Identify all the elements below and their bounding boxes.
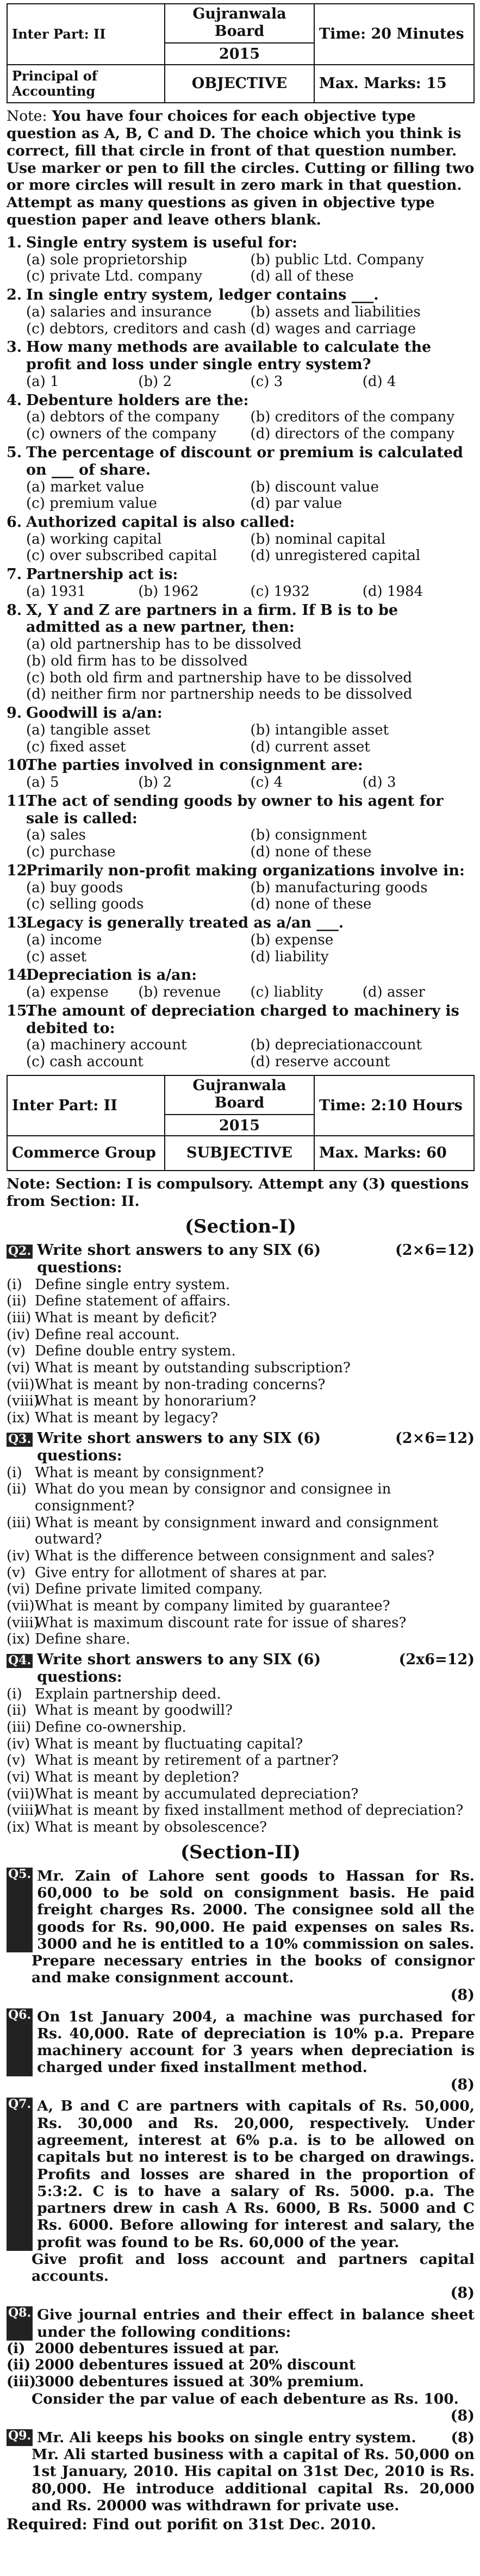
sub-question-number: (v): [7, 1564, 26, 1581]
sub-question-number: (viii): [7, 1393, 39, 1410]
option: (a) buy goods: [26, 879, 123, 896]
sub-question-number: (ix): [7, 1410, 30, 1427]
question-number: 5.: [7, 444, 22, 461]
option: (d) none of these: [250, 896, 372, 913]
board-cell: [165, 1075, 314, 1136]
sub-question-number: (vii): [7, 1785, 35, 1802]
question-stem: [7, 862, 475, 880]
note-label: Note:: [7, 1175, 51, 1193]
option: (a) old partnership has to be dissolved: [26, 636, 302, 653]
sub-question-text: What is meant by deficit?: [35, 1310, 217, 1327]
option: (c) owners of the company: [26, 426, 217, 443]
sub-question-text: What is meant by consignment?: [35, 1464, 264, 1481]
option: (c) private Ltd. company: [26, 268, 203, 285]
sub-question: [7, 1631, 475, 1648]
option: (d) current asset: [250, 738, 370, 755]
time-label: Time: 2:10 Hours: [314, 1075, 474, 1136]
sub-question-text: What is meant by retirement of a partner?: [35, 1752, 339, 1769]
board-name: Gujranwala Board: [192, 5, 286, 40]
objective-question: [7, 602, 475, 703]
question-text: Primarily non-profit making organizations involve in:: [26, 862, 465, 879]
options: [7, 880, 475, 913]
sub-question: [7, 1702, 475, 1719]
option: (b) consignment: [250, 827, 367, 844]
board-name: Gujranwala Board: [192, 1077, 286, 1111]
option: (a) sales: [26, 827, 86, 844]
objective-question: [7, 967, 475, 1001]
question-marks: (8): [450, 2407, 475, 2425]
option: (d) directors of the company: [250, 426, 455, 443]
sub-question-number: (viii): [7, 1802, 39, 1819]
sub-question-number: (vii): [7, 1376, 35, 1393]
objective-question: [7, 566, 475, 600]
sub-question: [7, 1465, 475, 1482]
option: (c) asset: [26, 948, 87, 965]
question-text: On 1st January 2004, a machine was purchased for Rs. 40,000. Rate of depreciation is 10% p.a. Prepare machinery account for 3 years when depreciation is charged under fixed installment method.: [37, 2008, 475, 2076]
sub-question-number: (v): [7, 1343, 26, 1360]
question-subtext: Give profit and loss account and partners capital accounts.: [32, 2250, 475, 2285]
sub-question-number: (ii): [7, 2357, 31, 2374]
option: (b) depreciationaccount: [250, 1037, 422, 1054]
question-title: Write short answers to any SIX (6) questions:: [37, 1429, 321, 1464]
sub-question-text: What is meant by fixed installment method of depreciation?: [35, 1802, 464, 1819]
option: (b) assets and liabilities: [250, 303, 421, 320]
objective-question: [7, 339, 475, 390]
sub-question: [7, 1769, 475, 1786]
question-stem: [7, 1003, 475, 1037]
question-text: Debenture holders are the:: [26, 391, 249, 409]
option: (d) unregistered capital: [250, 547, 421, 564]
paper-type: SUBJECTIVE: [165, 1136, 314, 1171]
marks-label: Max. Marks: 15: [314, 65, 474, 103]
option: (a) tangible asset: [26, 721, 151, 738]
sub-question-number: (v): [7, 1752, 26, 1769]
objective-questions: [7, 234, 475, 1071]
option: (a) 1: [26, 373, 59, 390]
question-number: 2.: [7, 286, 22, 303]
subjective-note: [7, 1175, 475, 1210]
question-stem: [7, 287, 475, 304]
sub-question: [7, 1548, 475, 1565]
question-number: 1.: [7, 234, 22, 251]
sub-question-text: What is maximum discount rate for issue of shares?: [35, 1614, 407, 1631]
paper-type: OBJECTIVE: [165, 65, 314, 103]
subject-label: Principal of Accounting: [7, 65, 165, 103]
sub-question-text: What is meant by honorarium?: [35, 1393, 257, 1410]
question-number: 15.: [7, 1002, 32, 1019]
question-stem: [7, 339, 475, 374]
option: (c) over subscribed capital: [26, 547, 217, 564]
objective-question: [7, 757, 475, 791]
sub-question-text: What is meant by fluctuating capital?: [35, 1735, 303, 1752]
sub-question: [7, 1786, 475, 1803]
option: (c) cash account: [26, 1054, 144, 1071]
time-label: Time: 20 Minutes: [314, 4, 474, 65]
board-cell: [165, 4, 314, 65]
option: (a) 5: [26, 774, 59, 791]
sub-question-number: (ix): [7, 1819, 30, 1836]
question-number: 6.: [7, 513, 22, 531]
sub-question-number: (ii): [7, 1702, 27, 1719]
question-7: [7, 2098, 475, 2302]
question-stem: [7, 566, 475, 583]
option: (a) market value: [26, 478, 145, 495]
question-text: How many methods are available to calculate the profit and loss under single entry system?: [26, 339, 432, 374]
objective-question: [7, 793, 475, 861]
part-label: Inter Part: II: [7, 1075, 165, 1136]
question-label: Q8.: [7, 2306, 33, 2341]
options: [7, 722, 475, 755]
exam-year: 2015: [164, 42, 315, 63]
question-stem: [7, 705, 475, 722]
option: (b) nominal capital: [250, 531, 386, 547]
question-number: 10.: [7, 757, 32, 774]
option: (c) 3: [250, 373, 283, 390]
subjective-header-table: [7, 1075, 475, 1172]
question-text: Goodwill is a/an:: [26, 704, 163, 721]
note-text: Section: I is compulsory. Attempt any (3) questions from Section: II.: [7, 1175, 469, 1210]
sub-question: [7, 2357, 475, 2374]
question-marks: (8): [451, 2429, 475, 2446]
option: (b) expense: [250, 931, 334, 948]
question-text: Legacy is generally treated as a/an ___.: [26, 914, 344, 931]
sub-question-text: What is meant by company limited by guarantee?: [35, 1597, 390, 1614]
sub-question: [7, 1719, 475, 1736]
section-2-title: (Section-II): [180, 1841, 301, 1863]
option: (a) working capital: [26, 531, 162, 547]
sub-question-text: Define single entry system.: [35, 1276, 230, 1293]
sub-question: [7, 1686, 475, 1703]
question-text: The amount of depreciation charged to machinery is debited to:: [26, 1002, 459, 1037]
question-8-items: [7, 2341, 475, 2391]
question-footer: Consider the par value of each debenture as Rs. 100.: [32, 2390, 459, 2407]
question-title: Write short answers to any SIX (6) questions:: [37, 1651, 321, 1685]
sub-question: [7, 1819, 475, 1836]
question-label: Q7.: [7, 2098, 33, 2250]
question-stem: [7, 914, 475, 932]
sub-question: [7, 2341, 475, 2357]
question-stem: [7, 514, 475, 531]
sub-question-text: What is meant by accumulated depreciation?: [35, 1785, 359, 1802]
option: (b) manufacturing goods: [250, 879, 428, 896]
sub-question-text: What is meant by legacy?: [35, 1410, 219, 1427]
question-label: Q9.: [7, 2429, 33, 2446]
question-number: 4.: [7, 391, 22, 409]
option: (d) par value: [250, 495, 342, 512]
option: (d) none of these: [250, 844, 372, 861]
sub-question-number: (iv): [7, 1326, 30, 1343]
sub-question-number: (vii): [7, 1597, 35, 1614]
question-stem: [7, 602, 475, 637]
sub-question-text: What is meant by obsolescence?: [35, 1819, 267, 1836]
options: [7, 409, 475, 442]
question-marks: (8): [450, 2076, 475, 2093]
question-marks: (2×6=12): [395, 1242, 475, 1259]
objective-note: [7, 108, 475, 229]
short-question-block: [7, 1242, 475, 1427]
sub-question: [7, 1277, 475, 1293]
short-question-block: [7, 1430, 475, 1648]
short-question-block: [7, 1651, 475, 1836]
sub-question: [7, 1293, 475, 1310]
option: (a) sole proprietorship: [26, 251, 188, 268]
sub-question-number: (iii): [7, 1310, 32, 1327]
sub-question: [7, 1360, 475, 1377]
objective-question: [7, 862, 475, 913]
objective-question: [7, 234, 475, 285]
sub-question: [7, 1377, 475, 1393]
sub-question-text: 2000 debentures issued at 20% discount: [35, 2357, 356, 2374]
objective-question: [7, 287, 475, 337]
sub-question-number: (i): [7, 1276, 22, 1293]
sub-question: [7, 1393, 475, 1410]
sub-question-text: Define share.: [35, 1631, 130, 1648]
options: [7, 531, 475, 564]
option: (b) public Ltd. Company: [250, 251, 424, 268]
question-text: A, B and C are partners with capitals of Rs. 50,000, Rs. 30,000 and Rs. 20,000, respectively. Under agreement, interest at 6% p.a. is to be allowed on capitals but no interest is to be charged on drawings. Profits and losses are shared in the proportion of 5:3:2. C is to have a salary of Rs. 5000. p.a. The partners drew in cash A Rs. 6000, B Rs. 5000 and C Rs. 6000. Before allowing for interest and salary, the profit was found to be Rs. 60,000 of the year.: [37, 2098, 475, 2251]
objective-question: [7, 444, 475, 512]
short-questions: [7, 1242, 475, 1836]
sub-question-number: (ii): [7, 1481, 27, 1498]
question-text: In single entry system, ledger contains ___.: [26, 286, 379, 303]
sub-question-text: Explain partnership deed.: [35, 1685, 221, 1702]
question-marks: (8): [450, 2285, 475, 2302]
question-marks: (2×6=12): [395, 1429, 475, 1447]
options: [7, 827, 475, 860]
question-number: 3.: [7, 339, 22, 356]
question-stem: [7, 967, 475, 984]
options: [7, 304, 475, 337]
option: (a) 1931: [26, 583, 86, 600]
question-number: 13.: [7, 914, 32, 931]
sub-question-text: What is meant by consignment inward and consignment outward?: [35, 1514, 439, 1548]
question-stem: [7, 793, 475, 827]
sub-question-text: Define co-ownership.: [35, 1719, 186, 1735]
sub-question-text: Give entry for allotment of shares at par.: [35, 1564, 327, 1581]
exam-year: 2015: [164, 1114, 315, 1135]
sub-question-number: (iv): [7, 1735, 30, 1752]
question-label: Q3.: [7, 1433, 33, 1447]
question-number: 7.: [7, 566, 22, 583]
note-label: Note:: [7, 108, 47, 125]
sub-question-number: (i): [7, 2340, 26, 2357]
option: (d) all of these: [250, 268, 354, 285]
options: [7, 252, 475, 285]
option: (b) 1962: [138, 583, 199, 600]
options: [7, 1037, 475, 1070]
option: (c) premium value: [26, 495, 157, 512]
question-label: Q6.: [7, 2008, 33, 2076]
sub-question-number: (viii): [7, 1614, 39, 1631]
short-question-head: [7, 1242, 475, 1277]
sub-question-text: Define statement of affairs.: [35, 1293, 230, 1310]
question-marks: (2x6=12): [398, 1651, 475, 1668]
note-text: You have four choices for each objective type question as A, B, C and D. The choice which you think is correct, fill that circle in front of that question number. Use marker or pen to fill the circles. Cutting or filling two or more circles will result in zero mark in that question. Attempt as many questions as given in objective type question paper and leave others blank.: [7, 108, 475, 228]
sub-question: [7, 1802, 475, 1819]
option: (a) expense: [26, 984, 109, 1001]
option: (b) old firm has to be dissolved: [26, 652, 248, 669]
option: (c) liablity: [250, 984, 323, 1001]
sub-question: [7, 1327, 475, 1343]
option: (c) both old firm and partnership have to be dissolved: [26, 669, 413, 686]
question-subtext: Prepare necessary entries in the books of consignor and make consignment account.: [32, 1952, 475, 1987]
question-stem: [7, 757, 475, 774]
sub-question-text: Define private limited company.: [35, 1581, 263, 1598]
option: (b) 2: [138, 373, 172, 390]
sub-question: [7, 1310, 475, 1327]
sub-question: [7, 1343, 475, 1360]
question-8: [7, 2306, 475, 2425]
option: (d) neither firm nor partnership needs to be dissolved: [26, 686, 413, 703]
sub-question-text: What is meant by non-trading concerns?: [35, 1376, 326, 1393]
section-1-title: (Section-I): [184, 1215, 297, 1237]
sub-question-number: (vi): [7, 1581, 30, 1598]
objective-question: [7, 392, 475, 443]
options: [7, 583, 475, 600]
question-text: Mr. Zain of Lahore sent goods to Hassan for Rs. 60,000 to be sold on consignment basis. He paid freight charges Rs. 2000. The consignee sold all the goods for Rs. 90,000. He paid expenses on sales Rs. 3000 and he is entitled to a 10% commission on sales.: [37, 1867, 475, 1952]
required-line: Required: Find out porifit on 31st Dec. 2010.: [7, 2516, 376, 2534]
option: (a) income: [26, 931, 102, 948]
sub-question-text: Define double entry system.: [35, 1343, 236, 1360]
sub-question-text: What do you mean by consignor and consignee in consignment?: [35, 1481, 391, 1514]
option: (b) creditors of the company: [250, 409, 455, 426]
option: (c) debtors, creditors and cash: [26, 320, 246, 337]
sub-question-number: (i): [7, 1685, 22, 1702]
objective-question: [7, 705, 475, 755]
short-question-head: [7, 1651, 475, 1686]
question-subtext: Mr. Ali started business with a capital of Rs. 50,000 on 1st January, 2010. His capital on 31st Dec, 2010 is Rs. 80,000. He introduce additional capital Rs. 20,000 and Rs. 20000 was withdrawn for private use.: [32, 2446, 475, 2514]
objective-question: [7, 514, 475, 564]
sub-question: [7, 1736, 475, 1753]
sub-question-number: (ii): [7, 1293, 27, 1310]
question-text: Single entry system is useful for:: [26, 234, 297, 251]
objective-question: [7, 1003, 475, 1071]
sub-question-number: (iv): [7, 1547, 30, 1564]
question-text: Authorized capital is also called:: [26, 513, 295, 531]
option: (b) intangible asset: [250, 721, 389, 738]
option: (a) debtors of the company: [26, 409, 220, 426]
question-text: Mr. Ali keeps his books on single entry system.: [37, 2429, 416, 2446]
sub-question-text: 3000 debentures issued at 30% premium.: [35, 2374, 364, 2391]
sub-question-text: What is meant by depletion?: [35, 1769, 239, 1786]
option: (b) 2: [138, 774, 172, 791]
sub-question: [7, 2374, 475, 2391]
question-number: 8.: [7, 601, 22, 619]
sub-question: [7, 1481, 475, 1514]
options: [7, 374, 475, 390]
sub-question: [7, 1565, 475, 1582]
part-label: Inter Part: II: [7, 4, 165, 65]
short-question-head: [7, 1430, 475, 1465]
question-text: Partnership act is:: [26, 566, 178, 583]
sub-question-number: (iii): [7, 1719, 32, 1735]
sub-question-number: (vi): [7, 1360, 30, 1377]
sub-question-text: Define real account.: [35, 1326, 180, 1343]
sub-question-number: (vi): [7, 1769, 30, 1786]
question-5: [7, 1868, 475, 2004]
question-number: 11.: [7, 792, 32, 810]
option: (c) 4: [250, 774, 283, 791]
option: (d) asser: [362, 984, 425, 1001]
question-text: X, Y and Z are partners in a firm. If B is to be admitted as a new partner, then:: [26, 601, 398, 636]
question-marks: (8): [450, 1986, 475, 2003]
option: (c) purchase: [26, 844, 116, 861]
option: (b) revenue: [138, 984, 221, 1001]
sub-question: [7, 1615, 475, 1632]
question-stem: [7, 444, 475, 479]
sub-question-number: (iii): [7, 2374, 36, 2391]
options: [7, 774, 475, 791]
question-text: The act of sending goods by owner to his agent for sale is called:: [26, 792, 444, 827]
question-9: [7, 2429, 475, 2514]
question-number: 12.: [7, 862, 32, 879]
question-text: The parties involved in consignment are:: [26, 757, 363, 774]
option: (b) discount value: [250, 478, 379, 495]
options: [7, 932, 475, 965]
options: [7, 984, 475, 1001]
sub-question: [7, 1598, 475, 1615]
question-text: Depreciation is a/an:: [26, 967, 197, 984]
sub-question-number: (iii): [7, 1514, 32, 1531]
option: (d) 1984: [362, 583, 423, 600]
question-text: The percentage of discount or premium is calculated on ___ of share.: [26, 444, 463, 478]
sub-question: [7, 1515, 475, 1548]
question-stem: [7, 234, 475, 252]
question-number: 14.: [7, 967, 32, 984]
sub-question-text: What is meant by goodwill?: [35, 1702, 233, 1719]
objective-question: [7, 914, 475, 965]
option: (d) wages and carriage: [250, 320, 416, 337]
question-text: Give journal entries and their effect in balance sheet under the following conditions:: [37, 2306, 475, 2341]
option: (d) liability: [250, 948, 329, 965]
question-stem: [7, 392, 475, 409]
option: (d) 4: [362, 373, 396, 390]
question-label: Q5.: [7, 1868, 33, 1952]
sub-question: [7, 1410, 475, 1427]
option: (c) selling goods: [26, 896, 144, 913]
sub-question-number: (ix): [7, 1631, 30, 1648]
question-title: Write short answers to any SIX (6) questions:: [37, 1242, 321, 1276]
question-label: Q2.: [7, 1245, 33, 1259]
marks-label: Max. Marks: 60: [314, 1136, 474, 1171]
sub-question-number: (i): [7, 1464, 22, 1481]
question-6: [7, 2008, 475, 2094]
question-label: Q4.: [7, 1654, 33, 1668]
group-label: Commerce Group: [7, 1136, 165, 1171]
objective-header-table: [7, 3, 475, 103]
sub-question: [7, 1752, 475, 1769]
option: (a) machinery account: [26, 1037, 187, 1054]
sub-question: [7, 1581, 475, 1598]
option: (c) fixed asset: [26, 738, 126, 755]
question-number: 9.: [7, 704, 22, 721]
sub-question-text: What is the difference between consignment and sales?: [35, 1547, 435, 1564]
sub-question-text: What is meant by outstanding subscription?: [35, 1360, 351, 1377]
option: (a) salaries and insurance: [26, 303, 212, 320]
option: (c) 1932: [250, 583, 310, 600]
options: [7, 479, 475, 512]
option: (d) 3: [362, 774, 396, 791]
option: (d) reserve account: [250, 1054, 390, 1071]
sub-question-text: 2000 debentures issued at par.: [35, 2340, 279, 2357]
options: [7, 636, 475, 703]
